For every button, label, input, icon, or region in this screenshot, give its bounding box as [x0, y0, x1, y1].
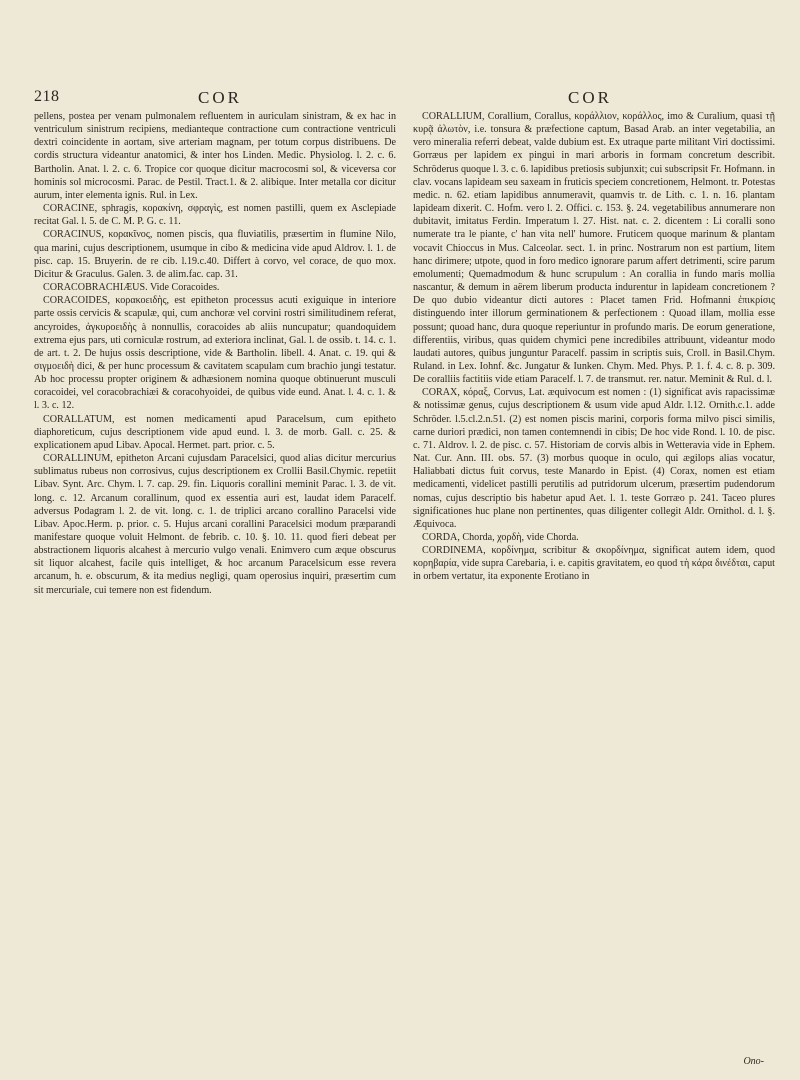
- entry-coracobrachiaeus: CORACOBRACHIÆUS. Vide Coracoides.: [43, 282, 220, 294]
- running-head-left: COR: [198, 88, 242, 107]
- page-number: 218: [34, 88, 60, 105]
- entry-corallium: CORALLIUM, Corallium, Corallus, κοράλλιον, κοράλλος, imo & Curalium, quasi τῇ κυρᾷ ἀλωτὸν, i.e. tonsura & præfectione captum, Basad Arab. an inter vegetabilia, an vero mineralia referri debeat, valde dubium est. Ex utraque parte militant Viri doctissimi. Gorræus per lapidem ex pingui in mari arboris in formam concretum describit. Schröderus quoque l. 3. c. 6. lapidibus pretiosis subjunxit; cui subscripsit Fr. Hofmann. in clav. vocans lapideam seu saxeam in fruticis speciem concretionem, Helmont. tr. Potestas medic. n. 62. etiam lapidibus annumeravit, quamvis tr. de Lith. c. 1. n. 16. plantam lapideam dixerit. C. Hofm. vero l. 2. Offici. c. 153. §. 24. vegetabilibus annumerare non dubitavit, imitatus Ferdin. Imperatum l. 27. Hist. nat. c. 2. dicentem : Li coralli sono numerate tra le piante, c' han vita nell' humore. Fruticem quoque marinum & plantam vocavit Chioccus in Mus. Calceolar. sect. 1. in princ. Nostrarum non est partium, litem hanc dirimere; utpote, quod in foro medico ignorare parum affert detrimenti, scire parum emolumenti; Quemadmodum & hunc scrupulum : An corallia in fundo maris mollia nascantur, & demum in aërem liberum producta indurentur in lapideam concretionem ? De quo dubio videantur dicti autores : Placet tamen Frid. Hofmanni ἐπικρίσις distinguendo inter illorum germinationem & perfectionem : Quoad illam, mollia esse possunt; quoad hanc, dura quoque reperiuntur in profundo maris. De eorum generatione, differentiis, viribus, quas quidem chymici pene incredibiles attribuunt, videantur modo laudati autores, quibus junguntur Paracelf. passim in scriptis suis, Croll. in Basil.Chym. Ruland. in Lex. Iohnf. &c. Jungatur & Iunken. Chym. Med. Phys. P. 1. f. 4. c. 8. p. 309. De coralliis factitiis vide etiam Paracelf. l. 7. de transmut. rer. natur. Meminit & Rul. d. l.: [413, 111, 775, 386]
- entry-corallinum: CORALLINUM, epitheton Arcani cujusdam Paracelsici, quod alias dicitur mercurius sublimatus rubeus non corrosivus, cujus descriptionem ex Crollii Basil.Chymic. repetiit Libav. Synt. Arc. Chym. l. 7. cap. 29. fin. Liquoris corallini meminit Parac. l. 3. de vit. long. c. 12. Arcanum corallinum, quod ex essentia auri est, laudat idem Paracelf. adversus Podagram l. 2. de vit. long. c. 1. de triplici arcano corallino Paracelsi vide Libav. Apoc.Herm. p. prior. c. 5. Hujus arcani corallini Paracelsici modum præparandi manifestare quoque voluit Helmont. de febrib. c. 10. §. 10. 11. quod fieri debeat per abstractionem liquoris alcahest à mercurio vulgo venali. Enimvero cum æque obscurus sit liquor alcahest, facile quis intelliget, & hoc arcanum Paracelsicum esse revera arcanum, h. e. obscurum, & ita medius negligi, quam operosius inquiri, præsertim cum sit mercuriale, cui temere non est fidendum.: [34, 453, 396, 596]
- running-head-right: COR: [568, 88, 612, 107]
- catchword: Ono-: [743, 1056, 764, 1067]
- entry-coracinus: CORACINUS, κορακῖνος, nomen piscis, qua fluviatilis, præsertim in flumine Nilo, qua marini, cujus descriptionem, usumque in cibo & medicina vide apud Aldrov. l. 1. de pisc. cap. 15. Bruyerin. de re cib. l.19.c.40. Differt à corvo, vel corace, de quo mox. Dicitur & Graculus. Galen. 3. de alim.fac. cap. 31.: [34, 229, 396, 280]
- entry-corax: CORAX, κόραξ, Corvus, Lat. æquivocum est nomen : (1) significat avis rapacissimæ & notissimæ genus, cujus descriptionem & usum vide apud Aldr. l.12. Ornith.c.1. adde Schröder. l.5.cl.2.n.51. (2) est nomen piscis marini, corporis forma milvo pisci similis, carne duriori prædici, non tamen contemnendi in cibis; De hoc vide Rond. l. 10. de pisc. c. 71. Aldrov. l. 2. de pisc. c. 57. Historiam de corvis albis in Wetteravia vide in Ephem. Nat. Cur. Ann. III. obs. 57. (3) morbus quoque in oculo, qui ægilops alias vocatur, Haliabbati dictus fuit corvus, teste Manardo in Epist. (4) Corax, nomen est etiam medicamenti, videlicet pastilli perutilis ad putridorum ulcerum, præsertim pudendorum nomas, cujus descriptio bis habetur apud Aet. l. 1. teste Gorræo p. 241. Taceo plures significationes huc plane non pertinentes, quas diligenter collegit Aldr. Ornithol. d. l. §. Æquivoca.: [413, 387, 775, 530]
- text-continuation: pellens, postea per venam pulmonalem refluentem in auriculam sinistram, & ex hac in ventriculum sinistrum recipiens, medianteque contractione cum contractione ventriculi dextri coincidente in aortam, sive arteriam magnam, per totum corpus distribuens. De cordis structura videantur anatomici, & inter hos Linden. Medic. Physiolog. l. 2. c. 6. Bartholin. Anat. l. 2. c. 6. Tropice cor quoque dicitur macrocosmi sol, & viceversa cor hominis sol microcosmi. Parac. de Pestil. Tract.1. & 2. alibique. Inter metalla cor dicitur aurum, inter elementa ignis. Rul. in Lex.: [34, 111, 396, 201]
- entry-corallatum: CORALLATUM, est nomen medicamenti apud Paracelsum, cum epitheto diaphoreticum, cujus descriptionem vide apud eund. l. 3. de morb. Gall. c. 25. & explicationem apud Libav. Apocal. Hermet. part. prior. c. 5.: [34, 413, 396, 451]
- right-column: [413, 110, 775, 584]
- left-column: [34, 110, 396, 597]
- entry-corda: CORDA, Chorda, χορδὴ, vide Chorda.: [422, 532, 579, 543]
- entry-coracoides: CORACOIDES, κορακοειδὴς, est epitheton processus acuti exiguique in interiore parte ossis cervicis & scapulæ, qui, cum anchoræ vel corvini rostri similitudinem referat, ancyroides, ἀγκυροειδὴς à nonnullis, coracoides ab aliis nuncupatur; quandoquidem extrema ejus pars, uti corniculæ rostrum, ad exteriora inclinat, Gal. l. de ossib. t. 14. c. 1. de art. t. 2. De hujus ossis descriptione, vide & Bartholin. libell. 4. Anat. c. 19. qui & σιγμοειδὴ dici, & per hunc processum & cavitatem scapulam cum brachio jungi testatur. Ab hoc processu propter originem & adhæsionem nomina quoque obtinuerunt musculi coracoidei, vel coracobrachiæi & coracohyoidei, de quibus vide eund. Anat. l. 4. c. 1. & l. 3. c. 12.: [34, 295, 396, 412]
- entry-cordinema: CORDINEMA, κορδίνημα, scribitur & σκορδίνημα, significat autem idem, quod κορηβαρία, vide supra Carebaria, i. e. capitis gravitatem, eo quod τὴ κάρα δινέδται, caput in orbem vertatur, ita exponente Erotiano in: [413, 545, 775, 583]
- entry-coracine: CORACINE, sphragis, κορακίνη, σφραγὶς, est nomen pastilli, quem ex Asclepiade recitat Gal. l. 5. de C. M. P. G. c. 11.: [34, 203, 396, 228]
